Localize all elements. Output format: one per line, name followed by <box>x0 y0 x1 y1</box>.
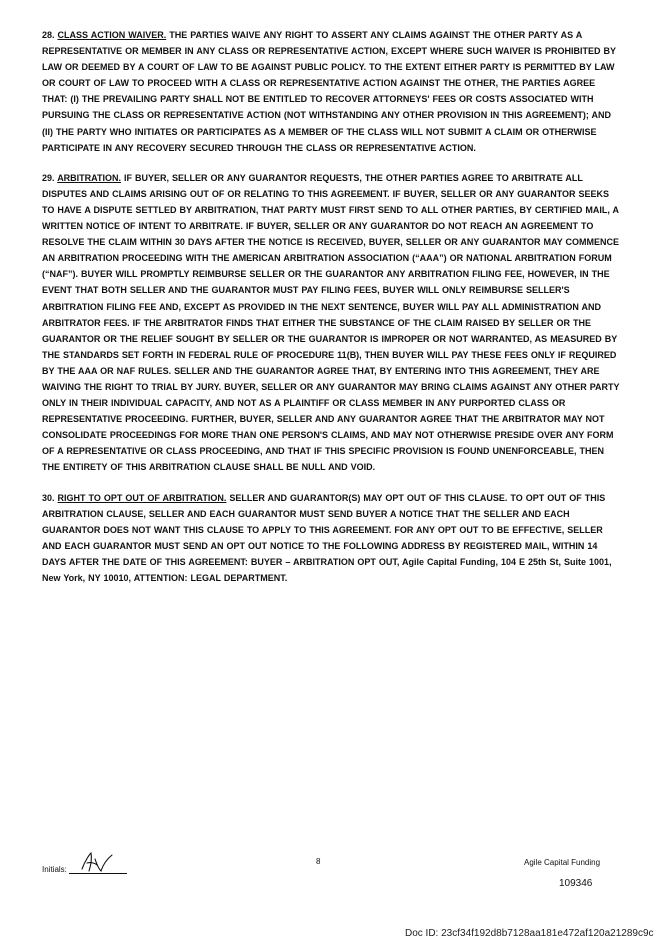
section-28 <box>42 27 620 156</box>
initials-label: Initials: <box>42 865 67 874</box>
initials-block <box>42 855 127 874</box>
section-text: THE PARTIES WAIVE ANY RIGHT TO ASSERT ANY CLAIMS AGAINST THE OTHER PARTY AS A REPRESENTATIVE OR MEMBER IN ANY CLASS OR REPRESENTATIVE ACTION, EXCEPT WHERE SUCH WAIVER IS PROHIBITED BY LAW OR DEEMED BY A COURT OF LAW TO BE AGAINST PUBLIC POLICY. TO THE EXTENT EITHER PARTY IS PERMITTED BY LAW OR COURT OF LAW TO PROCEED WITH A CLASS OR REPRESENTATIVE ACTION AGAINST THE OTHER, THE PARTIES AGREE THAT: (I) THE PREVAILING PARTY SHALL NOT BE ENTITLED TO RECOVER ATTORNEYS' FEES OR COSTS ASSOCIATED WITH PURSUING THE CLASS OR REPRESENTATIVE ACTION (NOT WITHSTANDING ANY OTHER PROVISION IN THIS AGREEMENT); AND (II) THE PARTY WHO INITIATES OR PARTICIPATES AS A MEMBER OF THE CLASS WILL NOT SUBMIT A CLAIM OR OTHERWISE PARTICIPATE IN ANY RECOVERY SECURED THROUGH THE CLASS OR REPRESENTATIVE ACTION. <box>42 30 616 153</box>
document-code: 109346 <box>559 878 593 889</box>
section-text: IF BUYER, SELLER OR ANY GUARANTOR REQUESTS, THE OTHER PARTIES AGREE TO ARBITRATE ALL DISPUTES AND CLAIMS ARISING OUT OF OR RELATING TO THIS AGREEMENT. IF BUYER, SELLER OR ANY GUARANTOR SEEKS TO HAVE A DISPUTE SETTLED BY ARBITRATION, THAT PARTY MUST FIRST SEND TO ALL OTHER PARTIES, BY CERTIFIED MAIL, A WRITTEN NOTICE OF INTENT TO ARBITRATE. IF BUYER, SELLER OR ANY GUARANTOR DO NOT REACH AN AGREEMENT TO RESOLVE THE CLAIM WITHIN 30 DAYS AFTER THE NOTICE IS RECEIVED, BUYER, SELLER OR ANY GUARANTOR MAY COMMENCE AN ARBITRATION PROCEEDING WITH THE AMERICAN ARBITRATION ASSOCIATION (“AAA”) OR NATIONAL ARBITRATION FORUM (“NAF”). BUYER WILL PROMPTLY REIMBURSE SELLER OR THE GUARANTOR ANY ARBITRATION FILING FEE, HOWEVER, IN THE EVENT THAT BOTH SELLER AND THE GUARANTOR MUST PAY FILING FEES, BUYER WILL ONLY REIMBURSE SELLER'S ARBITRATION FILING FEE AND, EXCEPT AS PROVIDED IN THE NEXT SENTENCE, BUYER WILL PAY ALL ADMINISTRATION AND ARBITRATOR FEES. IF THE ARBITRATOR FINDS THAT EITHER THE SUBSTANCE OF THE CLAIM RAISED BY SELLER OR THE GUARANTOR OR THE RELIEF SOUGHT BY SELLER OR THE GUARANTOR IS IMPROPER OR NOT WARRANTED, AS MEASURED BY THE STANDARDS SET FORTH IN FEDERAL RULE OF PROCEDURE 11(B), THEN BUYER WILL PAY THESE FEES ONLY IF REQUIRED BY THE AAA OR NAF RULES. SELLER AND THE GUARANTOR AGREE THAT, BY ENTERING INTO THIS AGREEMENT, THEY ARE WAIVING THE RIGHT TO TRIAL BY JURY. BUYER, SELLER OR ANY GUARANTOR MAY BRING CLAIMS AGAINST ANY OTHER PARTY ONLY IN THEIR INDIVIDUAL CAPACITY, AND NOT AS A PLAINTIFF OR CLASS MEMBER IN ANY PURPORTED CLASS OR REPRESENTATIVE PROCEEDING. FURTHER, BUYER, SELLER AND ANY GUARANTOR AGREE THAT THE ARBITRATOR MAY NOT CONSOLIDATE PROCEEDINGS FOR MORE THAN ONE PERSON'S CLAIMS, AND MAY NOT OTHERWISE PRESIDE OVER ANY FORM OF A REPRESENTATIVE OR CLASS PROCEEDING, AND THAT IF THIS SPECIFIC PROVISION IS FOUND UNENFORCEABLE, THEN THE ENTIRETY OF THIS ARBITRATION CLAUSE SHALL BE NULL AND VOID. <box>42 172 620 473</box>
section-title: ARBITRATION. <box>57 172 122 183</box>
section-title: CLASS ACTION WAIVER. <box>57 30 167 40</box>
page-number: 8 <box>316 857 321 866</box>
section-title: RIGHT TO OPT OUT OF ARBITRATION. <box>57 492 227 503</box>
handwritten-initials-signature <box>79 849 115 875</box>
section-text: SELLER AND GUARANTOR(S) MAY OPT OUT OF THIS CLAUSE. TO OPT OUT OF THIS ARBITRATION CLAUSE, SELLER AND EACH GUARANTOR MUST SEND BUYER A NOTICE THAT THE SELLER AND EACH GUARANTOR DOES NOT WANT THIS CLAUSE TO APPLY TO THIS AGREEMENT. FOR ANY OPT OUT TO BE EFFECTIVE, SELLER AND EACH GUARANTOR MUST SEND AN OPT OUT NOTICE TO THE FOLLOWING ADDRESS BY REGISTERED MAIL, WITHIN 14 DAYS AFTER THE DATE OF THIS AGREEMENT: BUYER – ARBITRATION OPT OUT, Agile Capital Funding, 104 E 25th St, Suite 1001, New York, NY 10010, ATTENTION: LEGAL DEPARTMENT. <box>42 492 612 583</box>
section-number: 28. <box>42 30 55 40</box>
section-number: 29. <box>42 172 55 183</box>
section-29 <box>42 170 620 476</box>
company-name: Agile Capital Funding <box>524 858 601 867</box>
doc-id: Doc ID: 23cf34f192d8b7128aa181e472af120a21289c9c <box>405 928 654 939</box>
section-30 <box>42 490 620 587</box>
section-number: 30. <box>42 492 55 503</box>
initials-signature-line <box>69 855 127 874</box>
document-body <box>42 27 620 600</box>
